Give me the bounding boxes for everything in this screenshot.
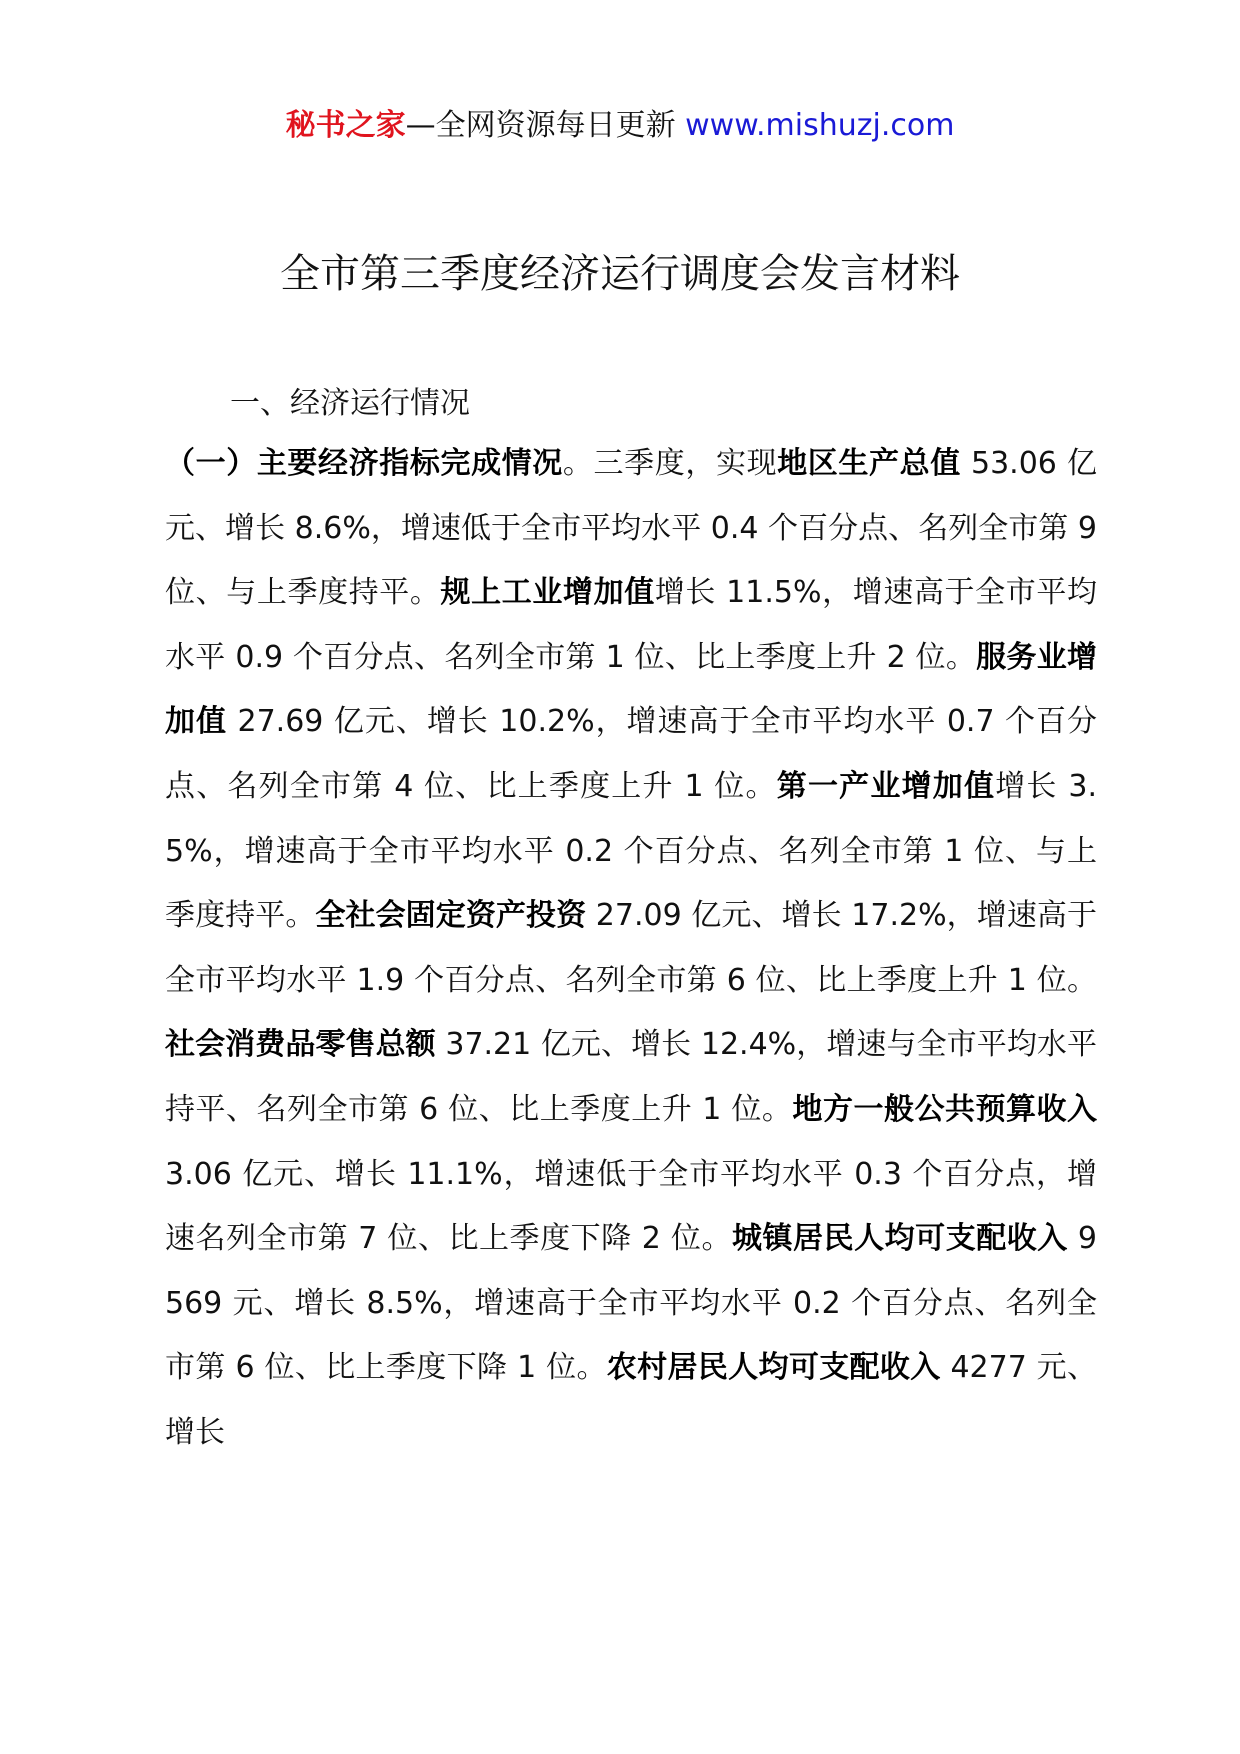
document-title: 全市第三季度经济运行调度会发言材料 [280,251,960,297]
subsection-heading: （一）主要经济指标完成情况 [165,446,563,481]
body-paragraph [165,432,1097,1466]
site-url-link[interactable]: www.mishuzj.com [685,108,955,143]
indicator-label: 第一产业增加值 [776,768,996,804]
paragraph-text: 。三季度，实现 [562,446,778,481]
paragraph-text: 增长 11.5%，增速高于全市平均水平 0.9 个百分点、名列全市第 1 位、比上季度上升 2 位。 [165,575,1098,675]
indicator-label: 农村居民人均可支配收入 [606,1350,941,1386]
indicator-label: 规上工业增加值 [440,575,655,611]
header-slogan: —全网资源每日更新 [405,108,686,143]
site-header [0,100,1240,144]
paragraph-text: 9569 元、增长 8.5%，增速高于全市平均水平 0.2 个百分点、名列全市第 6 位、比上季度下降 1 位。 [165,1221,1098,1386]
indicator-label: 社会消费品零售总额 [165,1027,436,1063]
indicator-label: 地区生产总值 [777,446,961,481]
paragraph-text: 27.69 亿元、增长 10.2%，增速高于全市平均水平 0.7 个百分点、名列全市第 4 位、比上季度上升 1 位。 [165,704,1098,804]
indicator-label: 全社会固定资产投资 [315,898,587,934]
paragraph-text: 27.09 亿元、增长 17.2%，增速高于全市平均水平 1.9 个百分点、名列全市第 6 位、比上季度上升 1 位。 [165,898,1098,998]
section-heading: 一、经济运行情况 [230,386,470,421]
paragraph-text: 增长 3.5%，增速高于全市平均水平 0.2 个百分点、名列全市第 1 位、与上季度持平。 [165,768,1097,934]
brand-name: 秘书之家 [285,108,406,143]
indicator-label: 地方一般公共预算收入 [792,1091,1098,1127]
paragraph-text: 53.06 亿元、增长 8.6%，增速低于全市平均水平 0.4 个百分点、名列全市第 9 位、与上季度持平。 [165,446,1098,611]
paragraph-text: 4277 元、增长 [165,1350,1098,1450]
paragraph-text: 3.06 亿元、增长 11.1%，增速低于全市平均水平 0.3 个百分点，增速名列全市第 7 位、比上季度下降 2 位。 [165,1156,1097,1257]
paragraph-text: 37.21 亿元、增长 12.4%，增速与全市平均水平持平、名列全市第 6 位、比上季度上升 1 位。 [165,1027,1097,1127]
indicator-label: 城镇居民人均可支配收入 [731,1221,1068,1257]
indicator-label: 服务业增加值 [165,639,1098,740]
